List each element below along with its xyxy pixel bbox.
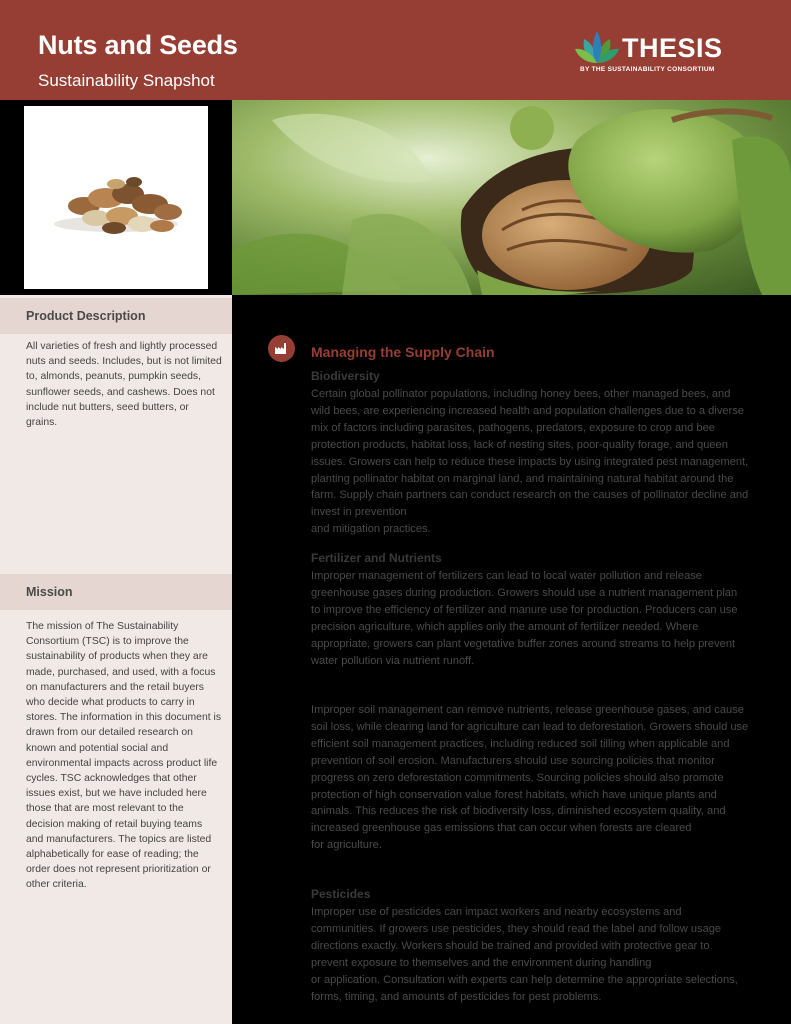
leaf-logo-icon bbox=[574, 29, 620, 65]
product-description-heading-label: Product Description bbox=[26, 309, 146, 323]
soil-text: Improper soil management can remove nutrients, release greenhouse gases, and cause soil loss, while clearing land for agriculture can lead to deforestation. Growers should use efficient soil management practices, including reduced soil tilling when applicable and prevention of soil erosion. Manufacturers should use sourcing policies that monitor progress on zero deforestation commitments. Sourcing policies should also promote protection of high conservation value forest habitats, which have unique plants and animals. This reduces the risk of biodiversity loss, diminished ecosystem quality, and increased greenhouse gas emissions that can occur when forests are cleared for agriculture. bbox=[311, 704, 749, 852]
logo-tagline: BY THE SUSTAINABILITY CONSORTIUM bbox=[580, 66, 715, 73]
pesticides-text: Improper use of pesticides can impact workers and nearby ecosystems and communities. If growers use pesticides, they should read the label and follow usage directions exactly. Workers should be trained and provided with protective gear to prevent exposure to themselves and the environment during handling or application. Consultation with experts can help determine the appropriate selections, forms, timing, and amounts of pesticides for pest problems. bbox=[311, 906, 738, 1003]
factory-icon bbox=[268, 335, 295, 362]
fertilizer-heading: Fertilizer and Nutrients bbox=[311, 551, 442, 565]
mixed-nuts-image bbox=[24, 106, 208, 289]
mission-heading-label: Mission bbox=[26, 585, 73, 599]
product-photo bbox=[24, 106, 208, 289]
fertilizer-text: Improper management of fertilizers can lead to local water pollution and release greenhouse gases during production. Growers should use a nutrient management plan to improve the efficiency of fertilizer and manure use for production. Producers can use precision agriculture, which applies only the amount of fertilizer needed. Where appropriate, growers can plant vegetative buffer zones around streams to help prevent water pollution via nutrient runoff. bbox=[311, 570, 738, 667]
page-subtitle: Sustainability Snapshot bbox=[38, 71, 215, 90]
walnut-hero-image bbox=[232, 100, 791, 295]
pesticides-heading: Pesticides bbox=[311, 887, 371, 901]
mission-text: The mission of The Sustainability Consortium (TSC) is to improve the sustainability of products when they are made, purchased, and used, with a focus on manufacturers and the retail buyers who decide what products to carry in stores. The information in this document is drawn from our detailed research on known and potential social and environmental impacts across product life cycles. TSC acknowledges that other issues exist, but we have included here those that are most relevant to the decision making of retail buying teams and manufacturers. The topics are listed alphabetically for ease of reading; the order does not represent prioritization or other criteria. bbox=[26, 621, 222, 891]
logo-wordmark: THESIS bbox=[622, 33, 723, 63]
biodiversity-text: Certain global pollinator populations, including honey bees, other managed bees, and wild bees, are experiencing increased health and population challenges due to a diverse mix of factors including parasites, pathogens, predators, exposure to crop and bee protection products, habitat loss, lack of nesting sites, poor-quality forage, and queen issues. Growers can help to reduce these impacts by using integrated pest management, planting pollinator habitat on marginal land, and maintaining natural habitat around the farm. Supply chain partners can conduct research on the causes of pollinator decline and invest in prevention and mitigation practices. bbox=[311, 388, 749, 536]
page-title: Nuts and Seeds bbox=[38, 30, 238, 60]
product-description-heading bbox=[0, 298, 232, 334]
walnut-photo bbox=[232, 100, 791, 295]
header-banner bbox=[0, 0, 791, 100]
product-description-text: All varieties of fresh and lightly processed nuts and seeds. Includes, but is not limited to, almonds, peanuts, pumpkin seeds, sunflower seeds, and cashews. Does not include nut butters, seed butters, or grains. bbox=[26, 341, 222, 429]
thesis-logo bbox=[574, 27, 744, 77]
mission-heading bbox=[0, 574, 232, 610]
section-title: Managing the Supply Chain bbox=[311, 344, 495, 360]
biodiversity-heading: Biodiversity bbox=[311, 369, 380, 383]
